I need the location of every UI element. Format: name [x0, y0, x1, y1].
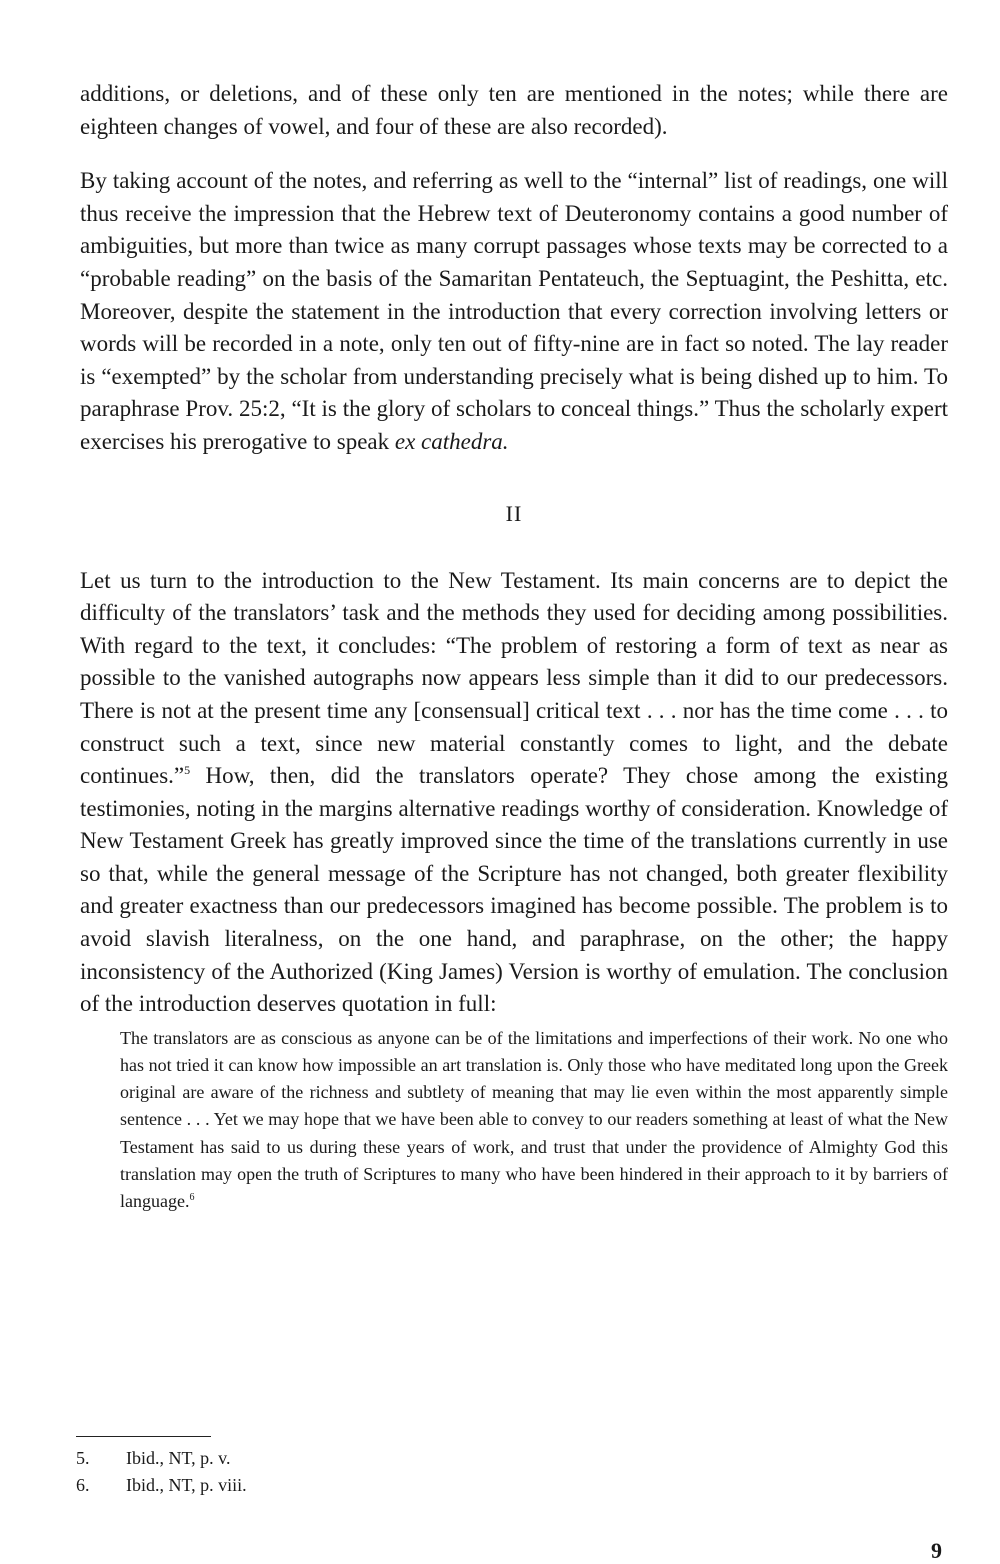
footnote-item — [76, 1472, 247, 1499]
section-heading: II — [505, 500, 523, 526]
paragraph-1: additions, or deletions, and of these only ten are mentioned in the notes; while there are eighteen changes of vowel, and four of these are also recorded). — [80, 81, 948, 139]
footnote-marker-5: 5 — [184, 763, 191, 778]
page-body — [80, 78, 948, 1215]
paragraph-2 — [80, 165, 948, 458]
quotation-text: The translators are as conscious as anyone can be of the limitations and imperfections of their work. No one who has not tried it can know how impossible an art translation is. Only those who have meditated long upon the Greek original are aware of the richness and subtlety of meaning that may lie even within the most apparently simple sentence . . . Yet we may hope that we have been able to convey to our readers something at least of what the New Testament has said to us during these years of work, and trust that under the providence of Almighty God this translation may open the truth of Scriptures to many who have been hindered in their approach to it by barriers of language. — [120, 1027, 948, 1212]
paragraph-3-text-b: How, then, did the translators operate? They chose among the existing testimonies, noting in the margins alternative readings worthy of consideration. Knowledge of New Testament Greek has greatly improved since the time of the translations currently in use so that, while the general message of the Scripture has not changed, both greater flexibility and greater exactness than our predecessors imagined has become possible. The problem is to avoid slavish literalness, on the one hand, and paraphrase, on the other; the happy inconsistency of the Authorized (King James) Version is worthy of emulation. The conclusion of the introduction deserves quotation in full: — [80, 763, 948, 1017]
paragraph-3 — [80, 565, 948, 1021]
page-number: 9 — [931, 1538, 942, 1563]
footnote-divider — [76, 1436, 211, 1437]
footnote-item — [76, 1445, 247, 1472]
block-quotation — [120, 1025, 948, 1215]
footnote-text: Ibid., NT, p. v. — [126, 1448, 231, 1468]
paragraph-2-italic: ex cathedra. — [394, 428, 509, 454]
footnote-number: 6. — [76, 1475, 90, 1495]
footnotes — [76, 1445, 247, 1499]
footnote-text: Ibid., NT, p. viii. — [126, 1475, 247, 1495]
paragraph-3-text-a: Let us turn to the introduction to the New Testament. Its main concerns are to depict the difficulty of the translators’ task and the methods they used for deciding among possibilities. With regard to the text, it concludes: “The problem of restoring a form of text as near as possible to the vanished autographs now appears less simple than it did to our predecessors. There is not at the present time any [consensual] critical text . . . nor has the time come . . . to construct such a text, since new material constantly comes to light, and the debate continues.” — [80, 567, 948, 789]
footnote-marker-6: 6 — [189, 1192, 195, 1204]
footnote-number: 5. — [76, 1448, 90, 1468]
paragraph-2-text: By taking account of the notes, and referring as well to the “internal” list of readings, one will thus receive the impression that the Hebrew text of Deuteronomy contains a good number of ambiguities, but more than twice as many corrupt passages whose texts may be corrected to a “probable reading” on the basis of the Samaritan Pentateuch, the Septuagint, the Peshitta, etc. Moreover, despite the statement in the introduction that every correction involving letters or words will be recorded in a note, only ten out of fifty-nine are in fact so noted. The lay reader is “exempted” by the scholar from understanding precisely what is being dished up to him. To paraphrase Prov. 25:2, “It is the glory of scholars to conceal things.” Thus the scholarly expert exercises his prerogative to speak — [80, 168, 948, 454]
